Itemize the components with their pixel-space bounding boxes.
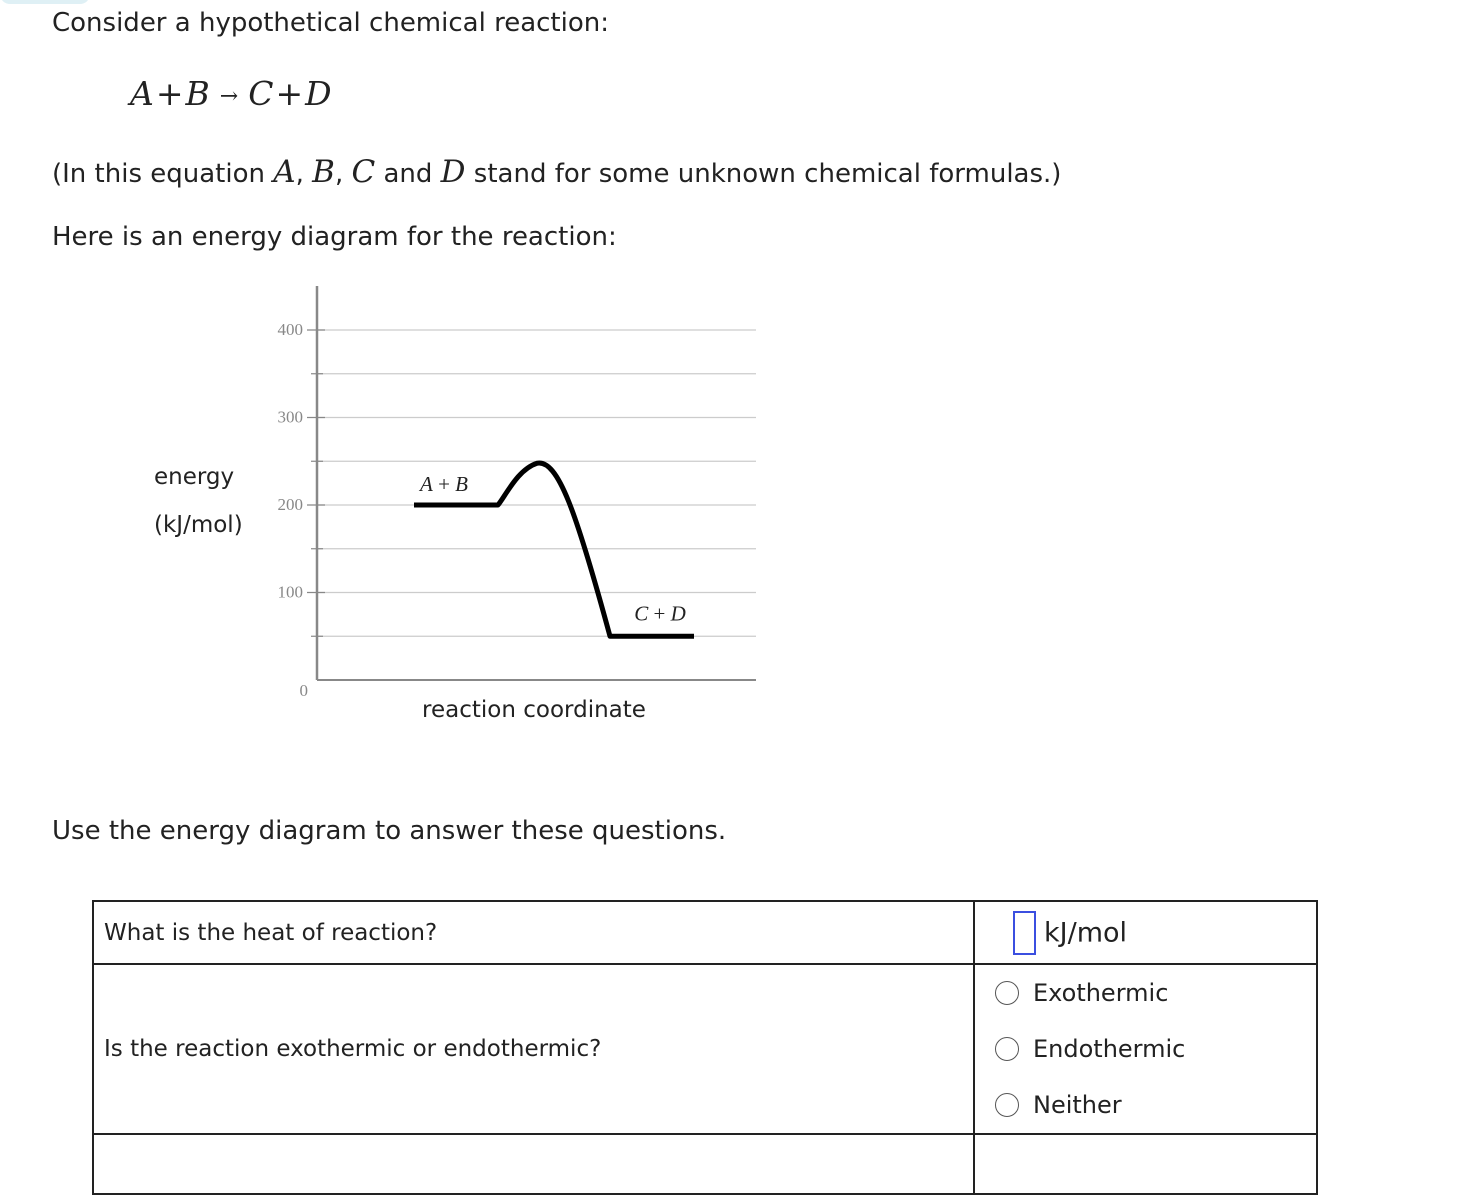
- y-axis-label-line-2: (kJ/mol): [154, 512, 243, 538]
- eq-c: C: [248, 74, 274, 113]
- question-row-exo-endo: [93, 964, 1317, 1134]
- heat-answer-input[interactable]: [1013, 911, 1036, 955]
- species-label-part: B: [449, 472, 468, 496]
- note-comma-1: ,: [295, 159, 313, 189]
- note-comma-2: ,: [334, 159, 352, 189]
- diagram-intro-text: Here is an energy diagram for the reaction:: [52, 222, 617, 252]
- products-label: [634, 601, 686, 625]
- question-row-heat: [93, 901, 1317, 964]
- top-tab-decoration: [0, 0, 90, 4]
- tick-label: 200: [277, 495, 303, 514]
- equation-note: [52, 154, 1061, 190]
- radio-exothermic[interactable]: [975, 965, 1316, 1021]
- radio-label: Neither: [1033, 1091, 1122, 1119]
- species-label-part: +: [648, 601, 666, 626]
- species-label-part: +: [432, 472, 450, 496]
- radio-button[interactable]: [995, 981, 1019, 1005]
- reactants-label: [418, 472, 468, 496]
- question-exo-endo-text: Is the reaction exothermic or endothermic?: [93, 964, 974, 1134]
- question-next-text: [93, 1134, 974, 1194]
- eq-arrow: →: [219, 84, 239, 109]
- eq-d: D: [305, 74, 332, 113]
- intro-text: Consider a hypothetical chemical reaction:: [52, 8, 609, 38]
- answer-heat-cell: [974, 901, 1317, 964]
- note-var-d: D: [440, 154, 466, 190]
- heat-unit-label: kJ/mol: [1044, 917, 1128, 948]
- radio-button[interactable]: [995, 1037, 1019, 1061]
- x-axis-label: reaction coordinate: [422, 697, 646, 723]
- grid-lines: [317, 330, 756, 636]
- species-label-text: [418, 472, 468, 496]
- reaction-equation: [130, 74, 332, 113]
- note-and: and: [375, 159, 441, 189]
- radio-label: Endothermic: [1033, 1035, 1186, 1063]
- answer-exo-endo-cell: [974, 964, 1317, 1134]
- tick-label: 400: [277, 320, 303, 339]
- note-var-c: C: [351, 154, 376, 190]
- energy-diagram: [140, 282, 780, 732]
- radio-endothermic[interactable]: [975, 1021, 1316, 1077]
- radio-button[interactable]: [995, 1093, 1019, 1117]
- species-label-part: C: [634, 601, 649, 626]
- question-heat-text: What is the heat of reaction?: [93, 901, 974, 964]
- species-label-text: [634, 601, 686, 625]
- radio-label: Exothermic: [1033, 979, 1169, 1007]
- question-row-next: [93, 1134, 1317, 1194]
- radio-neither[interactable]: [975, 1077, 1316, 1133]
- tick-label: 0: [299, 681, 308, 700]
- note-suffix: stand for some unknown chemical formulas.): [465, 159, 1062, 189]
- tick-label: 300: [277, 407, 303, 427]
- species-label-part: A: [420, 472, 433, 496]
- note-var-a: A: [273, 154, 296, 190]
- instructions-text: Use the energy diagram to answer these questions.: [52, 816, 727, 846]
- answer-next-cell: [974, 1134, 1317, 1194]
- note-prefix: (In this equation: [52, 159, 274, 189]
- eq-plus-1: +: [155, 74, 184, 113]
- eq-plus-2: +: [275, 74, 304, 113]
- eq-b: B: [185, 74, 210, 113]
- species-label-part: D: [665, 601, 686, 626]
- y-axis-label-line-1: energy: [154, 464, 235, 490]
- tick-label: 100: [277, 582, 303, 602]
- note-var-b: B: [312, 154, 335, 190]
- eq-a: A: [130, 74, 154, 113]
- questions-table: [92, 900, 1318, 1195]
